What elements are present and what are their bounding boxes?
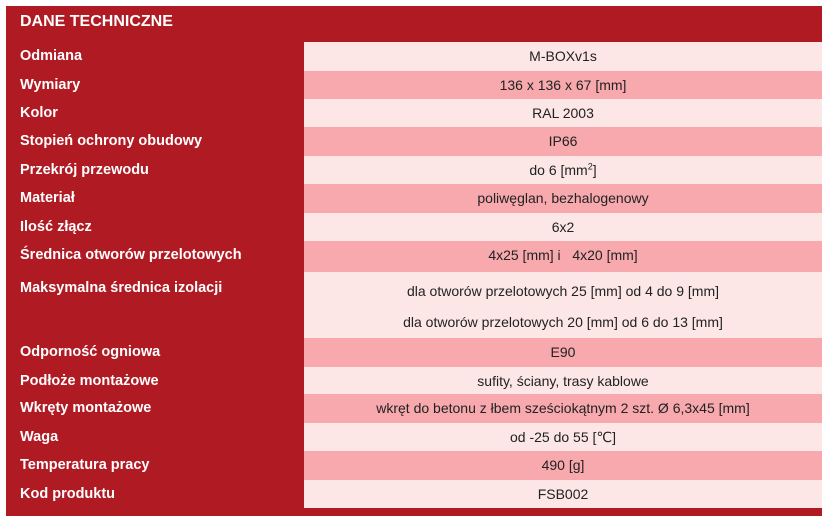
table-row <box>6 423 822 451</box>
row-label: Wymiary <box>20 77 81 93</box>
row-value: od -25 do 55 [℃] <box>304 423 822 451</box>
row-label: Wkręty montażowe <box>20 400 152 416</box>
technical-data-table <box>6 6 822 516</box>
row-value: FSB002 <box>304 480 822 508</box>
row-label: Odporność ogniowa <box>20 344 161 360</box>
table-row <box>6 451 822 480</box>
row-label: Podłoże montażowe <box>20 373 159 389</box>
row-value: 6x2 <box>304 213 822 241</box>
table-row <box>6 480 822 508</box>
row-value <box>304 156 822 184</box>
row-value: sufity, ściany, trasy kablowe <box>304 367 822 394</box>
table-rows <box>6 42 822 508</box>
row-value <box>304 272 822 338</box>
table-row <box>6 338 822 367</box>
table-row <box>6 71 822 99</box>
row-value: E90 <box>304 338 822 367</box>
row-value: RAL 2003 <box>304 99 822 127</box>
table-row <box>6 184 822 213</box>
row-value: wkręt do betonu z łbem sześciokątnym 2 szt. Ø 6,3x45 [mm] <box>304 394 822 423</box>
row-label: Materiał <box>20 190 75 206</box>
row-value: poliwęglan, bezhalogenowy <box>304 184 822 213</box>
row-label: Waga <box>20 429 59 445</box>
row-label: Średnica otworów przelotowych <box>20 247 242 263</box>
row-label: Kolor <box>20 105 58 121</box>
row-label: Temperatura pracy <box>20 457 150 473</box>
row-label: Przekrój przewodu <box>20 162 149 178</box>
row-value: IP66 <box>304 127 822 156</box>
row-value: 4x25 [mm] i 4x20 [mm] <box>304 241 822 272</box>
row-label: Maksymalna średnica izolacji <box>20 280 223 296</box>
row-label: Stopień ochrony obudowy <box>20 133 203 149</box>
table-row <box>6 272 822 338</box>
table-row <box>6 394 822 423</box>
row-value: 490 [g] <box>304 451 822 480</box>
value-prefix: do 6 [mm <box>529 162 588 178</box>
value-line: dla otworów przelotowych 20 [mm] od 6 do 13 [mm] <box>403 314 723 330</box>
value-suffix: ] <box>592 162 597 178</box>
value-superscript: 2 <box>587 161 593 172</box>
row-label: Odmiana <box>20 48 83 64</box>
row-value: 136 x 136 x 67 [mm] <box>304 71 822 99</box>
row-value: M-BOXv1s <box>304 42 822 71</box>
table-row <box>6 42 822 71</box>
row-label: Kod produktu <box>20 486 116 502</box>
table-row <box>6 213 822 241</box>
table-title: DANE TECHNICZNE <box>20 13 173 30</box>
table-row <box>6 127 822 156</box>
table-row <box>6 156 822 184</box>
table-row <box>6 99 822 127</box>
table-row <box>6 241 822 272</box>
row-label: Ilość złącz <box>20 219 92 235</box>
value-line: dla otworów przelotowych 25 [mm] od 4 do 9 [mm] <box>406 283 720 299</box>
table-row <box>6 367 822 394</box>
